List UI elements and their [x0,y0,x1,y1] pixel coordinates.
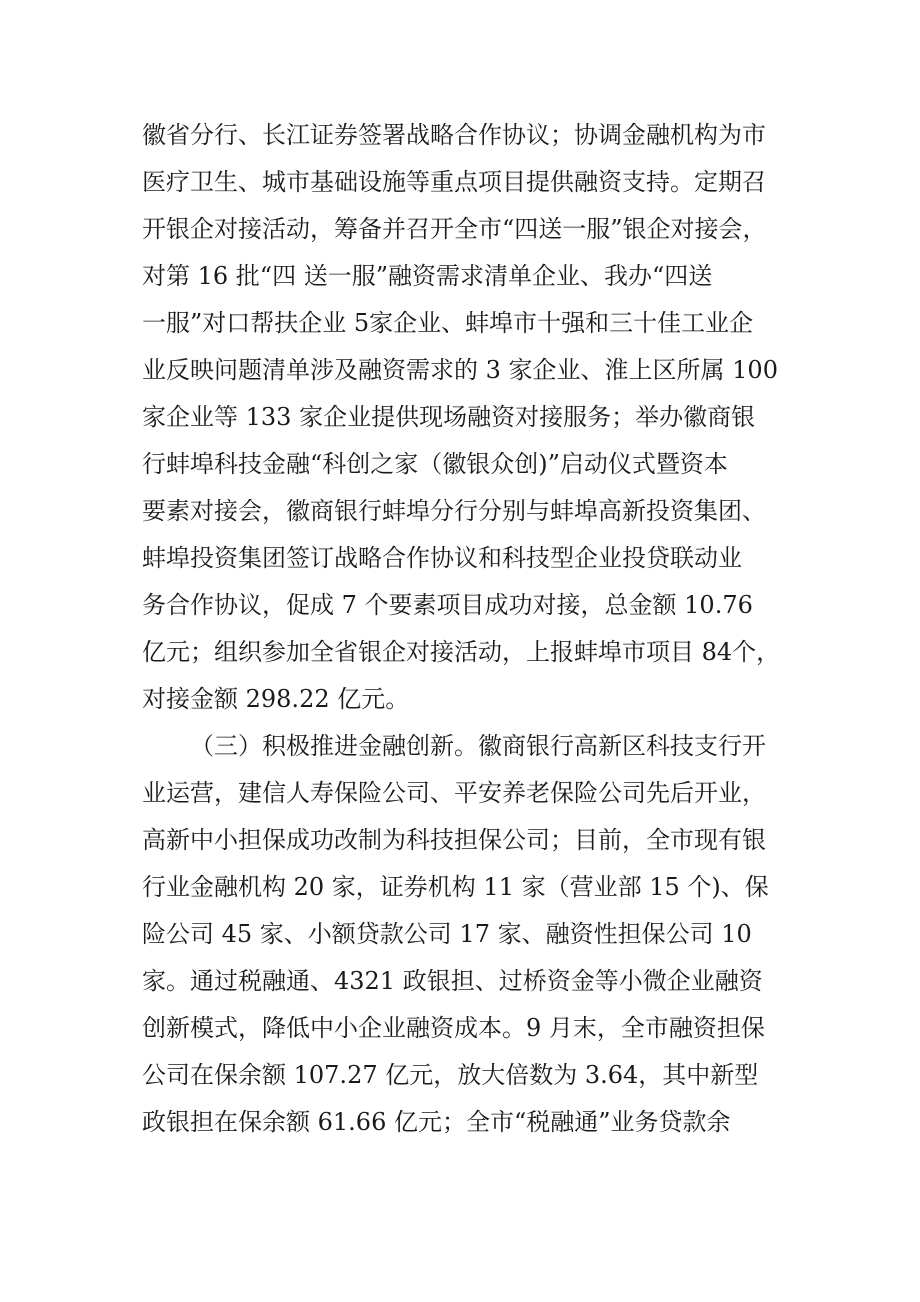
text-line: 险公司 45 家、小额贷款公司 17 家、融资性担保公司 10 [142,920,752,948]
text-line: 亿元；组织参加全省银企对接活动，上报蚌埠市项目 84个， [142,638,781,666]
text-line: 高新中小担保成功改制为科技担保公司；目前，全市现有银 [142,826,766,854]
text-line: 家。通过税融通、4321 政银担、过桥资金等小微企业融资 [142,967,763,995]
document-body [142,112,782,1146]
text-line: 业反映问题清单涉及融资需求的 3 家企业、淮上区所属 100 [142,356,778,384]
text-line: 公司在保余额 107.27 亿元，放大倍数为 3.64，其中新型 [142,1061,759,1089]
text-line: 医疗卫生、城市基础设施等重点项目提供融资支持。定期召 [142,168,766,196]
text-line: 要素对接会，徽商银行蚌埠分行分别与蚌埠高新投资集团、 [142,497,766,525]
text-line: 开银企对接活动，筹备并召开全市“四送一服”银企对接会， [142,215,767,243]
text-line: 对接金额 298.22 亿元。 [142,685,410,713]
text-line: 行业金融机构 20 家，证券机构 11 家（营业部 15 个)、保 [142,873,769,901]
text-line: 业运营，建信人寿保险公司、平安养老保险公司先后开业， [142,779,766,807]
text-line: 对第 16 批“四 送一服”融资需求清单企业、我办“四送 [142,262,713,290]
text-line: 政银担在保余额 61.66 亿元；全市“税融通”业务贷款余 [142,1108,731,1136]
text-line: 徽省分行、长江证券签署战略合作协议；协调金融机构为市 [142,121,766,149]
text-line: 家企业等 133 家企业提供现场融资对接服务；举办徽商银 [142,403,756,431]
text-line: 务合作协议，促成 7 个要素项目成功对接，总金额 10.76 [142,591,753,619]
text-line: 行蚌埠科技金融“科创之家（徽银众创)”启动仪式暨资本 [142,450,728,478]
text-line: 蚌埠投资集团签订战略合作协议和科技型企业投贷联动业 [142,544,742,572]
text-line: 创新模式，降低中小企业融资成本。9 月末，全市融资担保 [142,1014,765,1042]
section-heading-line: （三）积极推进金融创新。徽商银行高新区科技支行开 [190,732,766,760]
text-line: 一服”对口帮扶企业 5家企业、蚌埠市十强和三十佳工业企 [142,309,754,337]
